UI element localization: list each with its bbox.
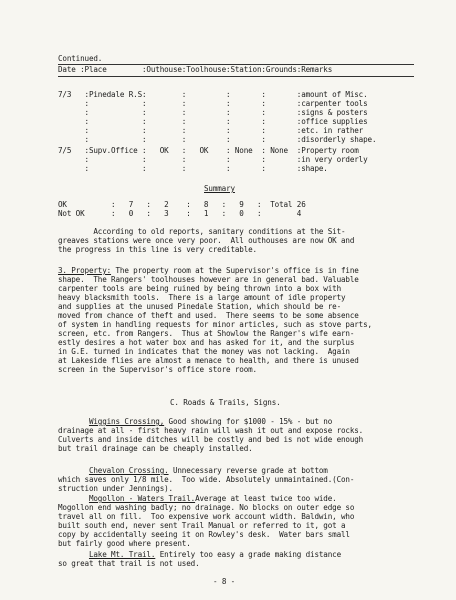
summary-title: Summary bbox=[204, 184, 235, 193]
paragraph-line: greaves stations were once very poor. All outhouses are now OK and bbox=[58, 236, 355, 245]
table-row: 7/3 :Pinedale R.S: : : : :amount of Misc. bbox=[58, 90, 368, 99]
table-row: : : : : : :carpenter tools bbox=[58, 99, 368, 108]
paragraph-line: which saves only 1/8 mile. Too wide. Absolutely unmaintained.(Con- bbox=[58, 475, 355, 484]
paragraph-line: travel all on fill. Too expensive work account width. Baldwin, who bbox=[58, 512, 355, 521]
paragraph-line: so great that trail is not used. bbox=[58, 559, 200, 568]
paragraph-line: in G.E. turned in indicates that the money was not lacking. Again bbox=[58, 347, 350, 356]
table-row: : : : : : :office supplies bbox=[58, 117, 368, 126]
paragraph-line: built south end, never sent Trail Manual or referred to it, got a bbox=[58, 521, 346, 530]
paragraph-line: Good showing for $1000 - 15% - but no bbox=[164, 417, 333, 426]
table-header: Date :Place :Outhouse:Toolhouse:Station:Grounds:Remarks bbox=[58, 65, 333, 74]
paragraph-line: moved from chance of theft and used. There seems to be some absence bbox=[58, 311, 359, 320]
paragraph-line: but trail drainage can be cheaply installed. bbox=[58, 444, 253, 453]
page-number: - 8 - bbox=[213, 577, 236, 586]
table-row: : : : : : :shape. bbox=[58, 164, 328, 173]
paragraph-line: at Lakeside flies are almost a menace to health, and there is unused bbox=[58, 356, 359, 365]
paragraph-line: According to old reports, sanitary conditions at the Sit- bbox=[58, 227, 346, 236]
table-row: : : : : : :signs & posters bbox=[58, 108, 368, 117]
summary-ok-row: OK : 7 : 2 : 8 : 9 : Total 26 bbox=[58, 200, 306, 209]
paragraph-line: screen, etc. from Rangers. Thus at Showlow the Ranger's wife earn- bbox=[58, 329, 355, 338]
paragraph-line: drainage at all - first heavy rain will wash it out and expose rocks. bbox=[58, 426, 364, 435]
paragraph-line: shape. The Rangers' toolhouses however are in general bad. Valuable bbox=[58, 275, 359, 284]
paragraph-line: struction under Jennings). bbox=[58, 484, 173, 493]
continued-label: Continued. bbox=[58, 54, 103, 63]
table-row: : : : : : :etc. in rather bbox=[58, 126, 364, 135]
paragraph-line: and supplies at the unused Pinedale Station, which should be re- bbox=[58, 302, 341, 311]
paragraph-line: Culverts and inside ditches will be costly and bed is not wide enough bbox=[58, 435, 364, 444]
property-heading: 3. Property: bbox=[58, 266, 112, 275]
paragraph-line: screen in the Supervisor's office store room. bbox=[58, 365, 257, 374]
road-heading: Lake Mt. Trail. bbox=[88, 550, 156, 559]
paragraph-line: Mogollon end washing badly; no drainage. No blocks on outer edge so bbox=[58, 503, 355, 512]
paragraph-line: heavy blacksmith tools. There is a large amount of idle property bbox=[58, 293, 346, 302]
section-c-title: C. Roads & Trails, Signs. bbox=[170, 398, 281, 407]
table-row: : : : : : :in very orderly bbox=[58, 155, 368, 164]
paragraph-line: estly desires a hot water box and has asked for it, and the surplus bbox=[58, 338, 355, 347]
summary-notok-row: Not OK : 0 : 3 : 1 : 0 : 4 bbox=[58, 209, 302, 218]
road-heading: Chevalon Crossing. bbox=[88, 466, 169, 475]
paragraph-line: copy by accidentally seeing it on Rowley's desk. Water bars small bbox=[58, 530, 350, 539]
paragraph-line: of system in handling requests for minor articles, such as stove parts, bbox=[58, 320, 372, 329]
road-heading: Wiggins Crossing, bbox=[88, 417, 165, 426]
paragraph-line: the progress in this line is very creditable. bbox=[58, 245, 257, 254]
paragraph-line: Entirely too easy a grade making distance bbox=[155, 550, 341, 559]
table-header-rule bbox=[58, 76, 414, 77]
paragraph-line: carpenter tools are being ruined by being thrown into a box with bbox=[58, 284, 341, 293]
paragraph-line: The property room at the Supervisor's office is in fine bbox=[111, 266, 359, 275]
paragraph-line: but fairly good where present. bbox=[58, 539, 191, 548]
paragraph-line: Average at least twice too wide. bbox=[195, 494, 337, 503]
table-row: : : : : : :disorderly shape. bbox=[58, 135, 377, 144]
paragraph-line: Unnecessary reverse grade at bottom bbox=[168, 466, 328, 475]
table-row: 7/5 :Supv.Office : OK : OK : None : None :Property room bbox=[58, 146, 359, 155]
road-heading: Mogollon - Waters Trail. bbox=[88, 494, 196, 503]
